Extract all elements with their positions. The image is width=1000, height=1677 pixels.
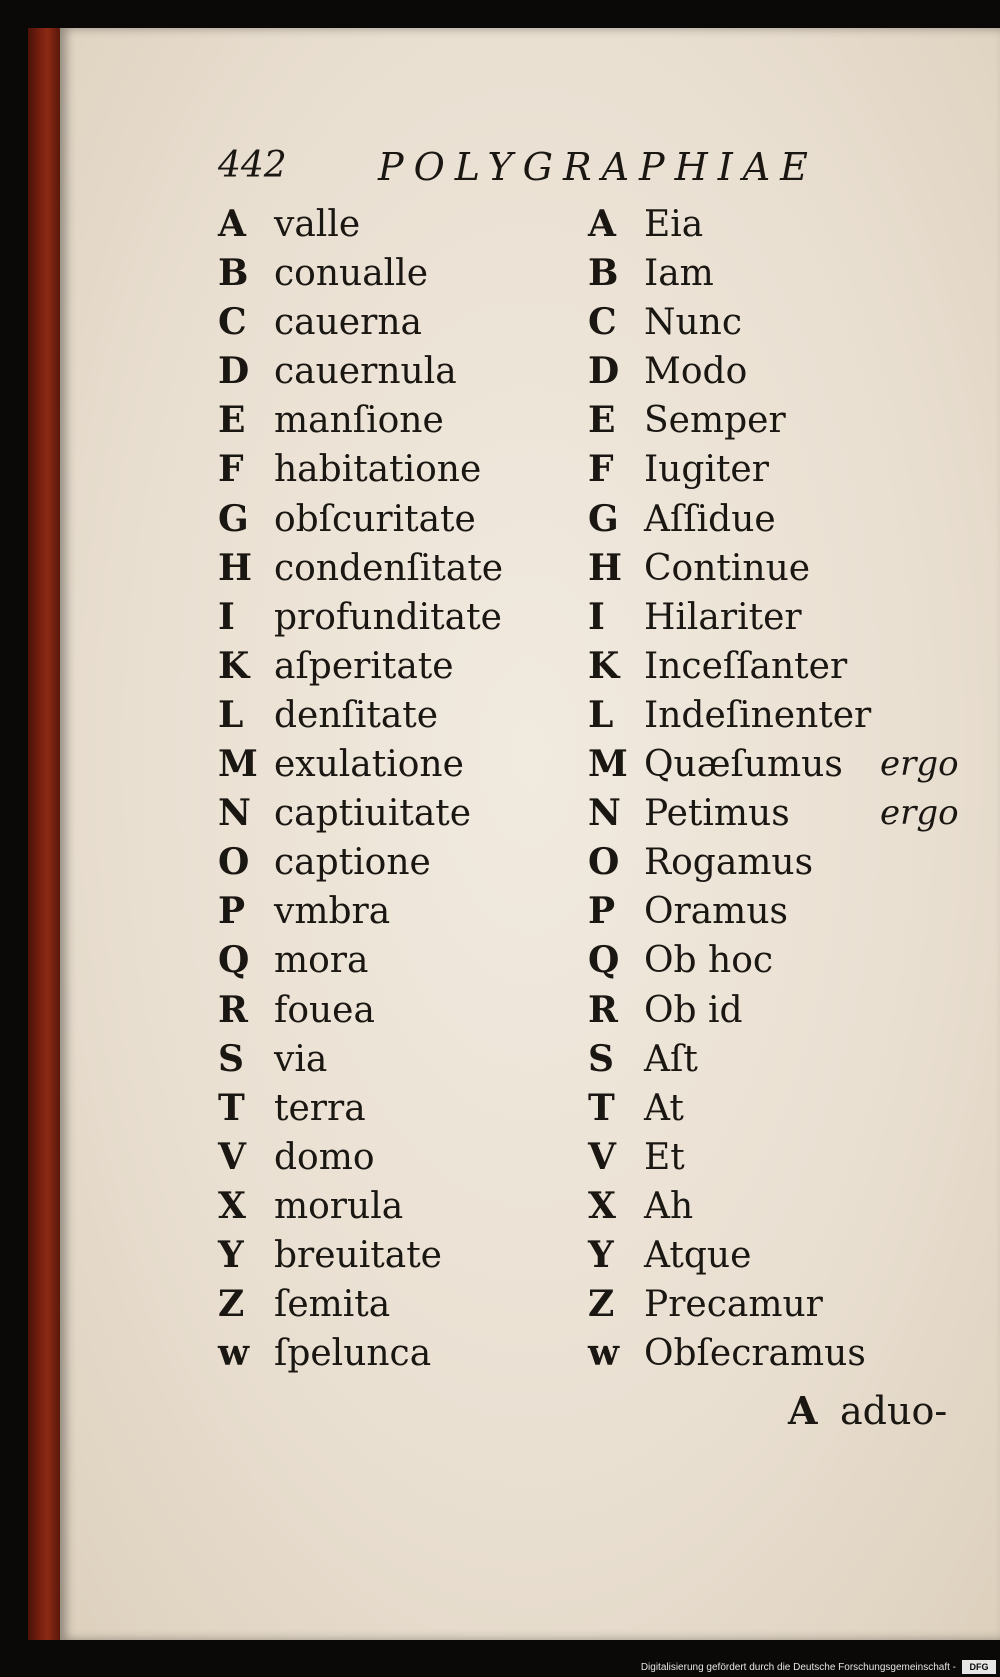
right-entry bbox=[588, 396, 871, 445]
left-entry bbox=[218, 200, 503, 249]
left-entry bbox=[218, 1084, 503, 1133]
left-entry bbox=[218, 298, 503, 347]
right-entry-letter: Z bbox=[588, 1283, 615, 1326]
left-entry-word: condenſitate bbox=[274, 547, 504, 589]
left-entry-word: ſpelunca bbox=[274, 1333, 432, 1375]
catchword-word: aduo- bbox=[840, 1389, 948, 1433]
right-entry-letter: P bbox=[588, 890, 616, 933]
right-entry bbox=[588, 1329, 871, 1378]
left-entry bbox=[218, 1182, 503, 1231]
left-entry bbox=[218, 1280, 503, 1329]
right-entry-letter: Y bbox=[588, 1233, 614, 1276]
right-entry-word: Obſecramus bbox=[644, 1333, 866, 1375]
right-entry-letter: K bbox=[588, 644, 620, 687]
left-entry bbox=[218, 396, 503, 445]
right-entry-word: Rogamus bbox=[644, 842, 814, 884]
left-entry-letter: L bbox=[218, 693, 244, 736]
left-entry bbox=[218, 1035, 503, 1084]
right-entry-word: Precamur bbox=[644, 1284, 823, 1326]
left-entry-word: captiuitate bbox=[274, 793, 472, 835]
right-entry-note: ergo bbox=[880, 744, 959, 785]
left-entry bbox=[218, 445, 503, 494]
right-entry bbox=[588, 740, 959, 789]
left-entry-letter: B bbox=[218, 252, 249, 295]
book-spine bbox=[28, 28, 60, 1640]
right-entry-letter: V bbox=[588, 1135, 616, 1178]
left-entry-word: habitatione bbox=[274, 449, 482, 491]
left-entry-letter: E bbox=[218, 399, 246, 442]
left-entry-letter: V bbox=[218, 1135, 246, 1178]
left-entry-word: exulatione bbox=[274, 744, 464, 786]
left-entry-letter: X bbox=[218, 1184, 246, 1227]
right-entry-letter: R bbox=[588, 988, 618, 1031]
left-entry-word: conualle bbox=[274, 253, 429, 295]
right-entry-word: Petimus bbox=[644, 793, 790, 835]
right-entry-letter: E bbox=[588, 399, 616, 442]
left-entry-word: valle bbox=[274, 204, 361, 245]
right-entry-letter: F bbox=[588, 448, 614, 491]
left-entry-word: via bbox=[274, 1038, 328, 1080]
left-entry bbox=[218, 1231, 503, 1280]
left-entry-word: profunditate bbox=[274, 596, 502, 638]
right-entry bbox=[588, 789, 959, 838]
right-entry-letter: N bbox=[588, 792, 621, 835]
right-entry-word: Ob id bbox=[644, 989, 743, 1031]
right-entry bbox=[588, 642, 871, 691]
right-entry-letter: Q bbox=[588, 939, 620, 982]
right-entry-word: Eia bbox=[644, 204, 704, 245]
left-entry-word: fouea bbox=[274, 989, 375, 1031]
left-entry-letter: I bbox=[218, 595, 235, 638]
left-entry-letter: M bbox=[218, 743, 258, 786]
left-entry-letter: T bbox=[218, 1086, 245, 1129]
left-entry-word: domo bbox=[274, 1136, 375, 1178]
left-entry-word: vmbra bbox=[274, 891, 391, 933]
left-entry-letter: S bbox=[218, 1037, 244, 1080]
right-entry-word: Continue bbox=[644, 547, 811, 589]
left-column bbox=[218, 200, 503, 1378]
left-entry-letter: A bbox=[218, 203, 246, 245]
right-entry-word: Inceſſanter bbox=[644, 645, 848, 687]
right-entry bbox=[588, 936, 871, 985]
left-entry-letter: K bbox=[218, 644, 250, 687]
catchword-letter: A bbox=[788, 1388, 818, 1433]
right-entry bbox=[588, 1182, 871, 1231]
right-entry-letter: C bbox=[588, 301, 617, 344]
left-entry bbox=[218, 347, 503, 396]
left-entry-word: terra bbox=[274, 1087, 366, 1129]
right-entry-word: Atque bbox=[644, 1234, 752, 1276]
catchword bbox=[788, 1388, 947, 1433]
right-entry bbox=[588, 298, 871, 347]
left-entry-letter: F bbox=[218, 448, 244, 491]
left-entry-letter: D bbox=[218, 350, 250, 393]
left-entry bbox=[218, 1329, 503, 1378]
left-entry-letter: O bbox=[218, 841, 250, 884]
left-entry bbox=[218, 740, 503, 789]
right-entry-word: Modo bbox=[644, 351, 748, 393]
right-entry-letter: T bbox=[588, 1086, 615, 1129]
right-entry bbox=[588, 691, 871, 740]
right-entry-word: Oramus bbox=[644, 891, 788, 933]
left-entry bbox=[218, 691, 503, 740]
right-entry bbox=[588, 593, 871, 642]
right-entry-word: Ob hoc bbox=[644, 940, 774, 982]
right-entry-letter: H bbox=[588, 546, 623, 589]
left-entry-letter: P bbox=[218, 890, 246, 933]
right-entry-word: Quæſumus bbox=[644, 744, 843, 786]
right-entry-letter: S bbox=[588, 1037, 614, 1080]
left-entry bbox=[218, 936, 503, 985]
left-entry bbox=[218, 544, 503, 593]
left-entry-word: aſperitate bbox=[274, 645, 454, 687]
left-entry-word: mora bbox=[274, 940, 369, 982]
running-head: POLYGRAPHIAE bbox=[378, 145, 818, 189]
left-entry bbox=[218, 838, 503, 887]
right-entry-word: Aſſidue bbox=[644, 498, 776, 540]
right-entry-word: Hilariter bbox=[644, 596, 802, 638]
right-entry-word: Semper bbox=[644, 400, 786, 442]
left-entry-word: breuitate bbox=[274, 1234, 442, 1276]
right-entry-word: Et bbox=[644, 1136, 685, 1178]
left-entry bbox=[218, 593, 503, 642]
right-entry bbox=[588, 1231, 871, 1280]
left-entry-word: morula bbox=[274, 1185, 404, 1227]
right-entry-word: At bbox=[644, 1087, 684, 1129]
left-entry-letter: Q bbox=[218, 939, 250, 982]
right-entry-letter: D bbox=[588, 350, 620, 393]
right-entry bbox=[588, 347, 871, 396]
left-entry-letter: Z bbox=[218, 1283, 245, 1326]
right-entry-letter: B bbox=[588, 252, 619, 295]
right-entry bbox=[588, 1035, 871, 1084]
right-entry-word: Nunc bbox=[644, 302, 743, 344]
right-entry bbox=[588, 986, 871, 1035]
left-entry-word: cauernula bbox=[274, 351, 457, 393]
dfg-logo: DFG bbox=[962, 1660, 996, 1674]
page-number: 442 bbox=[218, 145, 287, 186]
right-entry bbox=[588, 1133, 871, 1182]
left-entry bbox=[218, 495, 503, 544]
right-entry-note: ergo bbox=[880, 793, 959, 834]
right-entry-letter: L bbox=[588, 693, 614, 736]
left-entry bbox=[218, 642, 503, 691]
right-entry-letter: A bbox=[588, 203, 616, 245]
right-entry-word: Iam bbox=[644, 253, 714, 295]
right-entry-word: Ah bbox=[644, 1185, 694, 1227]
right-entry bbox=[588, 249, 871, 298]
left-entry-letter: w bbox=[218, 1332, 249, 1375]
left-entry-word: cauerna bbox=[274, 302, 422, 344]
right-entry-word: Aſt bbox=[644, 1038, 698, 1080]
left-entry-letter: N bbox=[218, 792, 251, 835]
right-entry-letter: X bbox=[588, 1184, 616, 1227]
left-entry bbox=[218, 789, 503, 838]
right-entry bbox=[588, 544, 871, 593]
left-entry-word: captione bbox=[274, 842, 431, 884]
right-entry bbox=[588, 887, 871, 936]
right-entry-word: Indeſinenter bbox=[644, 694, 872, 736]
left-entry-letter: C bbox=[218, 301, 247, 344]
footer-credit: Digitalisierung gefördert durch die Deutsche Forschungsgemeinschaft - bbox=[640, 1662, 956, 1673]
right-entry-letter: O bbox=[588, 841, 620, 884]
left-entry-letter: G bbox=[218, 497, 249, 540]
right-entry bbox=[588, 445, 871, 494]
right-column bbox=[588, 200, 959, 1378]
right-entry bbox=[588, 838, 871, 887]
right-entry bbox=[588, 200, 871, 249]
left-entry bbox=[218, 1133, 503, 1182]
left-entry bbox=[218, 887, 503, 936]
left-entry-letter: H bbox=[218, 546, 253, 589]
right-entry-letter: M bbox=[588, 743, 628, 786]
left-entry-word: denſitate bbox=[274, 694, 439, 736]
right-entry bbox=[588, 495, 871, 544]
left-entry-word: manſione bbox=[274, 400, 444, 442]
right-entry-letter: w bbox=[588, 1332, 619, 1375]
left-entry-letter: Y bbox=[218, 1233, 244, 1276]
left-entry bbox=[218, 986, 503, 1035]
right-entry-letter: G bbox=[588, 497, 619, 540]
right-entry-letter: I bbox=[588, 595, 605, 638]
right-entry bbox=[588, 1280, 871, 1329]
right-entry bbox=[588, 1084, 871, 1133]
left-entry-word: ſemita bbox=[274, 1284, 391, 1326]
left-entry bbox=[218, 249, 503, 298]
right-entry-word: Iugiter bbox=[644, 449, 769, 491]
left-entry-word: obſcuritate bbox=[274, 498, 476, 540]
left-entry-letter: R bbox=[218, 988, 248, 1031]
